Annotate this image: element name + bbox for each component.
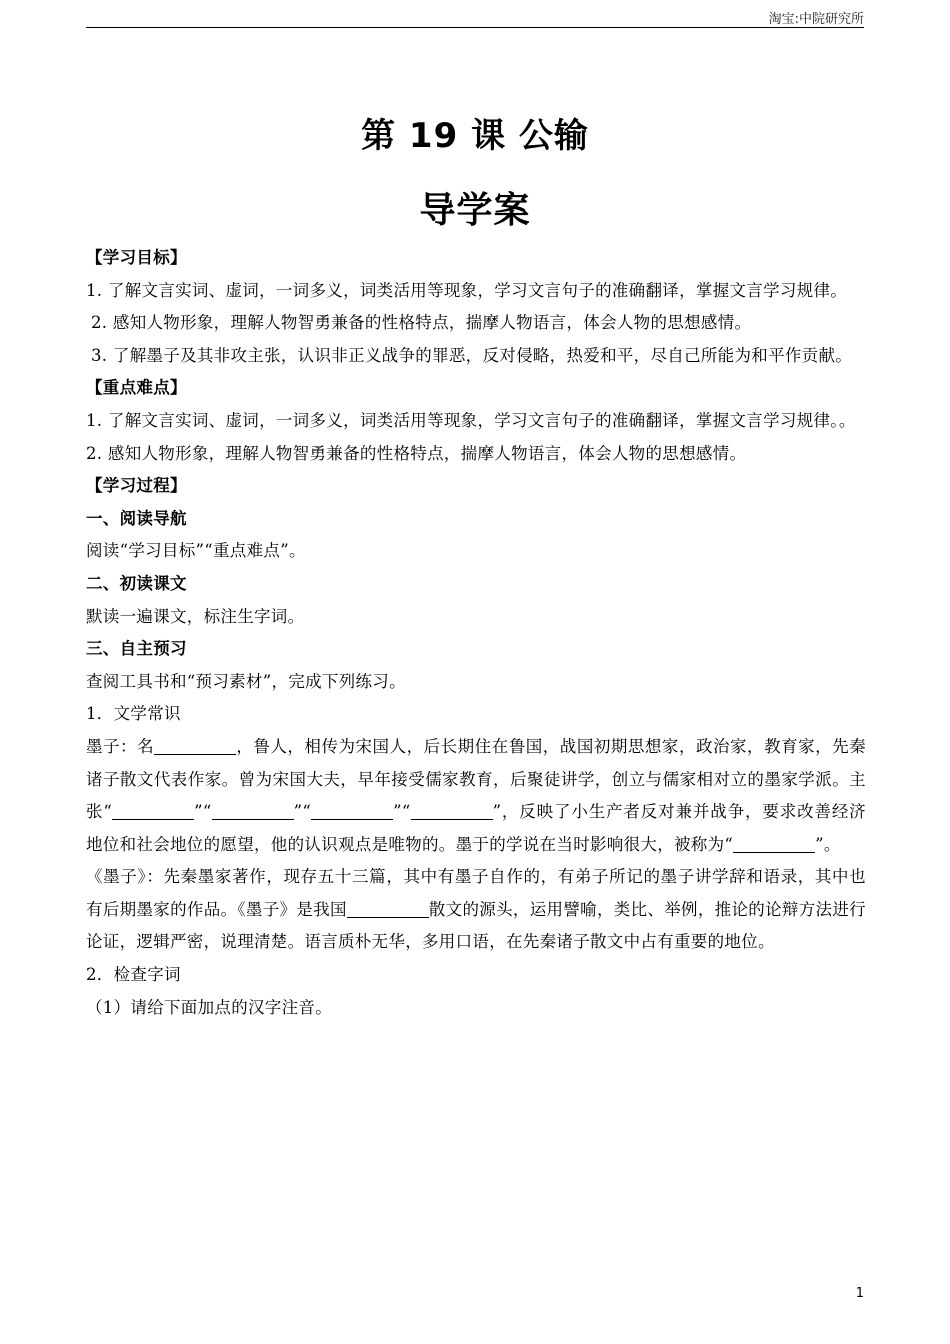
mozi-text: ，鲁人，相传为宋国人，后长期住在鲁国，战国初期思想家，政治家，教育家，先秦诸子散文代表作家。曾为宋国大夫，早年接受儒家教育，后聚徒讲学，创立与儒家相对立的墨家学派。主张“ — [86, 736, 867, 822]
fill-blank-title[interactable] — [733, 834, 815, 853]
quote-separator: ”“ — [293, 802, 312, 822]
quote-separator: ”“ — [393, 802, 411, 822]
key-points-heading: 【重点难点】 — [86, 378, 187, 398]
mozi-text: ”。 — [815, 834, 841, 854]
fill-blank-doctrine[interactable] — [411, 801, 493, 820]
mozi-text: ”，反映了小生产者反对兼并战争，要求改善经济地位和社会地位的愿望，他的认识观点是唯物的。墨于的学说在当时影响很大，被称为“ — [86, 802, 866, 854]
section-text: 阅读“学习目标”“重点难点”。 — [86, 541, 306, 561]
objectives-heading: 【学习目标】 — [86, 248, 187, 267]
key-point-item: 2. 感知人物形象，理解人物智勇兼备的性格特点，揣摩人物语言，体会人物的思想感情。 — [86, 443, 747, 463]
mozi-book-paragraph — [86, 861, 866, 959]
objective-item: 2. 感知人物形象，理解人物智勇兼备的性格特点，揣摩人物语言，体会人物的思想感情。 — [91, 313, 752, 333]
book-text: 《墨子》：先秦墨家著作，现存五十三篇，其中有墨子自作的，有弟子所记的墨子讲学辞和语录，其中也有后期墨家的作品。《墨子》是我国 — [86, 867, 866, 919]
check-words-title: 2．检查字词 — [86, 965, 181, 985]
document-body — [86, 242, 866, 1024]
fill-blank-genre[interactable] — [347, 899, 429, 918]
objective-item: 1. 了解文言实词、虚词，一词多义，词类活用等现象，学习文言句子的准确翻译，掌握文言学习规律。 — [86, 280, 848, 300]
header-shop-label: 淘宝:中院研究所 — [768, 12, 864, 27]
quote-separator: ”“ — [194, 802, 212, 822]
section-text: 查阅工具书和“预习素材”，完成下列练习。 — [86, 671, 406, 691]
document-subtitle: 导学案 — [419, 190, 531, 231]
page-number: 1 — [855, 1286, 864, 1301]
book-text: 散文的源头，运用譬喻，类比、举例，推论的论辩方法进行论证，逻辑严密，说理清楚。语言质朴无华，多用口语，在先秦诸子散文中占有重要的地位。 — [86, 899, 866, 952]
header-divider — [86, 27, 864, 28]
check-words-item: （1）请给下面加点的汉字注音。 — [86, 997, 332, 1017]
mozi-text: 墨子：名 — [86, 736, 155, 756]
fill-blank-name[interactable] — [154, 736, 236, 755]
lesson-title: 第 19 课 公输 — [361, 116, 589, 156]
mozi-paragraph — [86, 731, 866, 861]
fill-blank-doctrine[interactable] — [212, 801, 294, 820]
key-point-item: 1. 了解文言实词、虚词，一词多义，词类活用等现象，学习文言句子的准确翻译，掌握文言学习规律。。 — [86, 410, 856, 430]
literary-knowledge-title: 1．文学常识 — [86, 704, 181, 724]
objective-item: 3. 了解墨子及其非攻主张，认识非正义战争的罪恶，反对侵略，热爱和平，尽自己所能为和平作贡献。 — [91, 345, 853, 365]
process-heading: 【学习过程】 — [86, 476, 187, 496]
fill-blank-doctrine[interactable] — [311, 801, 393, 820]
section-title-first-read: 二、初读课文 — [86, 573, 187, 593]
fill-blank-doctrine[interactable] — [112, 801, 194, 820]
section-text: 默读一遍课文，标注生字词。 — [86, 606, 305, 626]
section-title-reading-nav: 一、阅读导航 — [86, 508, 187, 528]
section-title-self-study: 三、自主预习 — [86, 639, 187, 659]
